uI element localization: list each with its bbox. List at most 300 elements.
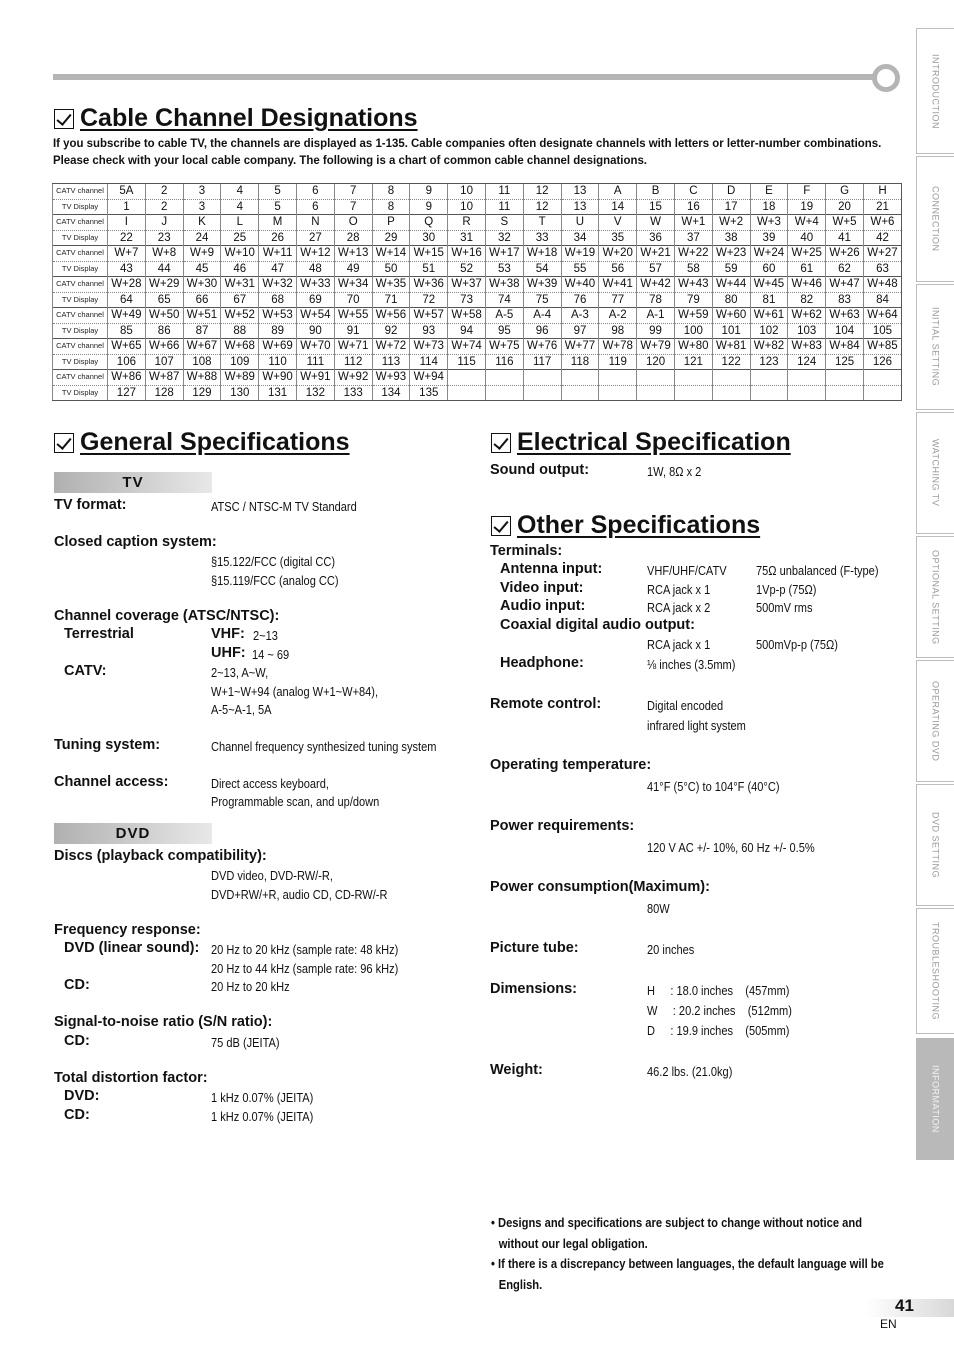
display-row xyxy=(53,261,902,277)
remote-value: infrared light system xyxy=(647,718,746,733)
display-row-label: TV Display xyxy=(53,354,108,370)
table-cell: 37 xyxy=(674,230,712,246)
table-cell: W+61 xyxy=(750,308,788,324)
thd-dvd-label: DVD: xyxy=(64,1088,100,1104)
table-cell: 93 xyxy=(410,323,448,339)
table-cell: W+83 xyxy=(788,339,826,355)
table-cell: W+64 xyxy=(863,308,901,324)
table-cell: A-3 xyxy=(561,308,599,324)
table-cell: W+85 xyxy=(863,339,901,355)
display-row xyxy=(53,230,902,246)
table-cell: W+8 xyxy=(145,246,183,262)
table-cell: 94 xyxy=(448,323,486,339)
table-cell: W+90 xyxy=(259,370,297,386)
tab-label: INFORMATION xyxy=(930,1065,941,1133)
table-cell: 50 xyxy=(372,261,410,277)
table-cell: I xyxy=(108,215,146,231)
table-cell: W+65 xyxy=(108,339,146,355)
table-cell: 72 xyxy=(410,292,448,308)
tab-label: DVD SETTING xyxy=(930,811,941,878)
table-cell xyxy=(863,370,901,386)
table-cell: W+59 xyxy=(674,308,712,324)
table-cell: W+74 xyxy=(448,339,486,355)
catv-row xyxy=(53,308,902,324)
table-cell xyxy=(863,385,901,401)
table-cell: W+50 xyxy=(145,308,183,324)
top-rule xyxy=(53,74,881,80)
display-row xyxy=(53,199,902,215)
catv-row xyxy=(53,184,902,200)
table-cell: W+24 xyxy=(750,246,788,262)
table-cell: W+79 xyxy=(637,339,675,355)
vhf-label: VHF: xyxy=(211,626,245,642)
coverage-label: Channel coverage (ATSC/NTSC): xyxy=(54,608,280,624)
catv-row xyxy=(53,277,902,293)
table-cell: 132 xyxy=(296,385,334,401)
catv-row-label: CATV channel xyxy=(53,370,108,386)
table-cell: W+25 xyxy=(788,246,826,262)
table-cell: 19 xyxy=(788,199,826,215)
display-row-label: TV Display xyxy=(53,292,108,308)
table-cell: W+81 xyxy=(712,339,750,355)
table-cell: W+43 xyxy=(674,277,712,293)
table-cell: 6 xyxy=(296,199,334,215)
display-row-label: TV Display xyxy=(53,261,108,277)
table-cell xyxy=(750,385,788,401)
table-cell: 5A xyxy=(108,184,146,200)
table-cell: W+31 xyxy=(221,277,259,293)
table-cell: 111 xyxy=(296,354,334,370)
table-cell: 32 xyxy=(485,230,523,246)
table-cell: 13 xyxy=(561,199,599,215)
table-cell: 121 xyxy=(674,354,712,370)
table-cell: 17 xyxy=(712,199,750,215)
table-cell xyxy=(485,370,523,386)
table-cell: 108 xyxy=(183,354,221,370)
table-cell: W+75 xyxy=(485,339,523,355)
table-cell: 117 xyxy=(523,354,561,370)
table-cell: 84 xyxy=(863,292,901,308)
other-heading xyxy=(491,511,760,540)
table-cell: 74 xyxy=(485,292,523,308)
table-cell: 38 xyxy=(712,230,750,246)
checkbox-icon xyxy=(491,516,511,536)
table-cell: F xyxy=(788,184,826,200)
tab-optional-setting[interactable] xyxy=(916,536,954,658)
table-cell: W+73 xyxy=(410,339,448,355)
electrical-heading xyxy=(491,428,791,457)
catv-row-label: CATV channel xyxy=(53,308,108,324)
tab-introduction[interactable] xyxy=(916,28,954,154)
headphone-value: ⅛ inches (3.5mm) xyxy=(647,657,736,672)
tuning-value: Channel frequency synthesized tuning system xyxy=(211,739,437,754)
table-cell: W+6 xyxy=(863,215,901,231)
note: • Designs and specifications are subject to change without notice and without our legal obligation. xyxy=(491,1215,863,1251)
table-cell: 13 xyxy=(561,184,599,200)
electrical-heading-text: Electrical Specification xyxy=(517,428,791,456)
dvd-linear-label: DVD (linear sound): xyxy=(64,940,200,956)
display-row-label: TV Display xyxy=(53,230,108,246)
table-cell: 107 xyxy=(145,354,183,370)
cd-freq-value: 20 Hz to 20 kHz xyxy=(211,979,290,994)
table-cell: W+29 xyxy=(145,277,183,293)
other-heading-text: Other Specifications xyxy=(517,511,761,539)
checkbox-icon xyxy=(54,109,74,129)
notes xyxy=(491,1213,887,1295)
table-cell: W+1 xyxy=(674,215,712,231)
table-cell: T xyxy=(523,215,561,231)
table-cell: 91 xyxy=(334,323,372,339)
tv-category-bar: TV xyxy=(54,472,212,493)
tab-dvd-setting[interactable] xyxy=(916,784,954,906)
table-cell xyxy=(788,370,826,386)
table-cell: W+52 xyxy=(221,308,259,324)
tv-format-value: ATSC / NTSC-M TV Standard xyxy=(211,499,357,514)
sound-output-label: Sound output: xyxy=(490,462,590,478)
display-row-label: TV Display xyxy=(53,199,108,215)
table-cell: 1 xyxy=(108,199,146,215)
table-cell: 124 xyxy=(788,354,826,370)
weight-value: 46.2 lbs. (21.0kg) xyxy=(647,1064,733,1079)
power-cons-value: 80W xyxy=(647,901,670,916)
table-cell: 128 xyxy=(145,385,183,401)
uhf-value: 14 ~ 69 xyxy=(252,647,290,662)
table-cell: 2 xyxy=(145,184,183,200)
audio-input-spec: 500mV rms xyxy=(756,600,813,615)
tab-label: TROUBLESHOOTING xyxy=(930,921,941,1020)
uhf-label: UHF: xyxy=(211,645,246,661)
table-cell: 116 xyxy=(485,354,523,370)
table-cell: W+44 xyxy=(712,277,750,293)
table-cell: 127 xyxy=(108,385,146,401)
table-cell: 95 xyxy=(485,323,523,339)
table-cell: 125 xyxy=(826,354,864,370)
table-cell: W+48 xyxy=(863,277,901,293)
table-cell: W+68 xyxy=(221,339,259,355)
table-cell: 102 xyxy=(750,323,788,339)
table-cell: O xyxy=(334,215,372,231)
general-heading-text: General Specifications xyxy=(80,428,350,456)
table-cell: 60 xyxy=(750,261,788,277)
table-cell: W+54 xyxy=(296,308,334,324)
table-cell: 82 xyxy=(788,292,826,308)
table-cell: 58 xyxy=(674,261,712,277)
table-cell: 8 xyxy=(372,184,410,200)
headphone-label: Headphone: xyxy=(500,655,584,671)
table-cell: 36 xyxy=(637,230,675,246)
table-cell xyxy=(750,370,788,386)
table-cell: 68 xyxy=(259,292,297,308)
audio-input-value: RCA jack x 2 xyxy=(647,600,711,615)
table-cell: 106 xyxy=(108,354,146,370)
cable-intro-line: If you subscribe to cable TV, the channels are displayed as 1-135. Cable companies often designate channels with letters or letter-number combinations. xyxy=(53,136,882,150)
table-cell: W+93 xyxy=(372,370,410,386)
table-cell: 2 xyxy=(145,199,183,215)
table-cell: 33 xyxy=(523,230,561,246)
table-cell: W+11 xyxy=(259,246,297,262)
table-cell: 71 xyxy=(372,292,410,308)
table-cell: 11 xyxy=(485,184,523,200)
catv-value: W+1~W+94 (analog W+1~W+84), xyxy=(211,684,379,699)
discs-value: DVD+RW/+R, audio CD, CD-RW/-R xyxy=(211,887,388,902)
catv-row-label: CATV channel xyxy=(53,277,108,293)
antenna-value: VHF/UHF/CATV xyxy=(647,563,727,578)
table-cell: 11 xyxy=(485,199,523,215)
table-cell: R xyxy=(448,215,486,231)
optemp-label: Operating temperature: xyxy=(490,757,652,773)
table-cell: 75 xyxy=(523,292,561,308)
tab-connection[interactable] xyxy=(916,156,954,282)
table-cell: 12 xyxy=(523,184,561,200)
table-cell xyxy=(826,370,864,386)
table-cell: 98 xyxy=(599,323,637,339)
table-cell: 87 xyxy=(183,323,221,339)
thd-label: Total distortion factor: xyxy=(54,1070,208,1086)
table-cell: 89 xyxy=(259,323,297,339)
thd-cd-value: 1 kHz 0.07% (JEITA) xyxy=(211,1109,314,1124)
coax-value: RCA jack x 1 xyxy=(647,637,711,652)
tab-information[interactable] xyxy=(916,1038,954,1160)
table-cell: W+10 xyxy=(221,246,259,262)
tab-watching-tv[interactable] xyxy=(916,412,954,534)
table-cell: W+30 xyxy=(183,277,221,293)
display-row-label: TV Display xyxy=(53,385,108,401)
table-cell: 67 xyxy=(221,292,259,308)
tab-label: OPTIONAL SETTING xyxy=(930,549,941,645)
table-cell: 12 xyxy=(523,199,561,215)
table-cell: 5 xyxy=(259,184,297,200)
table-cell: 83 xyxy=(826,292,864,308)
table-cell: S xyxy=(485,215,523,231)
snr-cd-value: 75 dB (JEITA) xyxy=(211,1035,280,1050)
table-cell: 23 xyxy=(145,230,183,246)
table-cell: 77 xyxy=(599,292,637,308)
table-cell: W+32 xyxy=(259,277,297,293)
table-cell: 7 xyxy=(334,199,372,215)
tab-initial-setting[interactable] xyxy=(916,284,954,410)
table-cell: B xyxy=(637,184,675,200)
antenna-spec: 75Ω unbalanced (F-type) xyxy=(756,563,879,578)
catv-row-label: CATV channel xyxy=(53,184,108,200)
table-cell: W+53 xyxy=(259,308,297,324)
note: • If there is a discrepancy between languages, the default language will be English. xyxy=(491,1256,884,1292)
table-cell: 9 xyxy=(410,184,448,200)
dimensions-label: Dimensions: xyxy=(490,981,578,997)
table-cell: W+13 xyxy=(334,246,372,262)
table-cell: 97 xyxy=(561,323,599,339)
table-cell xyxy=(448,370,486,386)
table-cell: W+94 xyxy=(410,370,448,386)
display-row xyxy=(53,323,902,339)
table-cell: W+9 xyxy=(183,246,221,262)
display-row xyxy=(53,292,902,308)
tuning-label: Tuning system: xyxy=(54,737,161,753)
table-cell: W+20 xyxy=(599,246,637,262)
page-language: EN xyxy=(880,1317,897,1331)
table-cell: 16 xyxy=(674,199,712,215)
table-cell: 112 xyxy=(334,354,372,370)
catv-row-label: CATV channel xyxy=(53,215,108,231)
table-cell: W+40 xyxy=(561,277,599,293)
table-cell: W+7 xyxy=(108,246,146,262)
table-cell: 9 xyxy=(410,199,448,215)
table-cell: W+26 xyxy=(826,246,864,262)
cable-heading-text: Cable Channel Designations xyxy=(80,104,418,132)
table-cell: 10 xyxy=(448,199,486,215)
dvd-linear-value: 20 Hz to 44 kHz (sample rate: 96 kHz) xyxy=(211,961,399,976)
table-cell: W+89 xyxy=(221,370,259,386)
table-cell: 4 xyxy=(221,199,259,215)
table-cell: 6 xyxy=(296,184,334,200)
table-cell: 34 xyxy=(561,230,599,246)
table-cell: 123 xyxy=(750,354,788,370)
table-cell: 103 xyxy=(788,323,826,339)
tab-troubleshooting[interactable] xyxy=(916,908,954,1034)
table-cell: A xyxy=(599,184,637,200)
snr-label: Signal-to-noise ratio (S/N ratio): xyxy=(54,1014,273,1030)
table-cell: 119 xyxy=(599,354,637,370)
dvd-category-bar: DVD xyxy=(54,823,212,844)
table-cell: W+42 xyxy=(637,277,675,293)
table-cell: D xyxy=(712,184,750,200)
tab-label: OPERATING DVD xyxy=(930,680,941,762)
table-cell: W+3 xyxy=(750,215,788,231)
table-cell: 61 xyxy=(788,261,826,277)
dimension-h: H : 18.0 inches (457mm) xyxy=(647,983,790,998)
dvd-linear-value: 20 Hz to 20 kHz (sample rate: 48 kHz) xyxy=(211,942,399,957)
table-cell: W+38 xyxy=(485,277,523,293)
table-cell: 55 xyxy=(561,261,599,277)
table-cell: G xyxy=(826,184,864,200)
table-cell: W+71 xyxy=(334,339,372,355)
tab-operating-dvd[interactable] xyxy=(916,660,954,782)
tube-value: 20 inches xyxy=(647,942,695,957)
table-cell: 131 xyxy=(259,385,297,401)
table-cell: W+77 xyxy=(561,339,599,355)
table-cell: 110 xyxy=(259,354,297,370)
table-cell: 100 xyxy=(674,323,712,339)
cable-channel-table xyxy=(52,183,902,401)
table-cell: W+78 xyxy=(599,339,637,355)
table-cell: 57 xyxy=(637,261,675,277)
thd-cd-label: CD: xyxy=(64,1107,90,1123)
table-cell: 54 xyxy=(523,261,561,277)
catv-row xyxy=(53,370,902,386)
table-cell: W+39 xyxy=(523,277,561,293)
access-label: Channel access: xyxy=(54,774,169,790)
table-cell: W+80 xyxy=(674,339,712,355)
table-cell: W+57 xyxy=(410,308,448,324)
table-cell xyxy=(599,385,637,401)
table-cell: 10 xyxy=(448,184,486,200)
discs-value: DVD video, DVD-RW/-R, xyxy=(211,868,333,883)
table-cell: H xyxy=(863,184,901,200)
table-cell: 44 xyxy=(145,261,183,277)
table-cell: 39 xyxy=(750,230,788,246)
table-cell: W+76 xyxy=(523,339,561,355)
antenna-label: Antenna input: xyxy=(500,561,603,577)
table-cell: 104 xyxy=(826,323,864,339)
table-cell: 53 xyxy=(485,261,523,277)
table-cell: W+4 xyxy=(788,215,826,231)
table-cell: 76 xyxy=(561,292,599,308)
table-cell: W+37 xyxy=(448,277,486,293)
table-cell: W+58 xyxy=(448,308,486,324)
access-value: Direct access keyboard, xyxy=(211,776,329,791)
terminals-label: Terminals: xyxy=(490,543,563,559)
table-cell: 64 xyxy=(108,292,146,308)
dimension-w: W : 20.2 inches (512mm) xyxy=(647,1003,792,1018)
table-cell: W+72 xyxy=(372,339,410,355)
table-cell: W+17 xyxy=(485,246,523,262)
table-cell xyxy=(485,385,523,401)
page-number: 41 xyxy=(895,1296,914,1315)
power-req-value: 120 V AC +/- 10%, 60 Hz +/- 0.5% xyxy=(647,840,815,855)
display-row-label: TV Display xyxy=(53,323,108,339)
table-cell: 42 xyxy=(863,230,901,246)
general-heading xyxy=(54,428,350,457)
table-cell: 45 xyxy=(183,261,221,277)
catv-row xyxy=(53,215,902,231)
table-cell: 101 xyxy=(712,323,750,339)
table-cell: W+88 xyxy=(183,370,221,386)
catv-row-label: CATV channel xyxy=(53,246,108,262)
table-cell: 15 xyxy=(637,199,675,215)
table-cell: 3 xyxy=(183,199,221,215)
table-cell: A-2 xyxy=(599,308,637,324)
table-cell: 14 xyxy=(599,199,637,215)
table-cell: 7 xyxy=(334,184,372,200)
table-cell: A-1 xyxy=(637,308,675,324)
table-cell: 30 xyxy=(410,230,448,246)
table-cell: W+2 xyxy=(712,215,750,231)
table-cell: W+87 xyxy=(145,370,183,386)
table-cell xyxy=(712,385,750,401)
table-cell: 63 xyxy=(863,261,901,277)
table-cell xyxy=(599,370,637,386)
power-cons-label: Power consumption(Maximum): xyxy=(490,879,710,895)
tab-label: WATCHING TV xyxy=(930,439,941,507)
table-cell: 79 xyxy=(674,292,712,308)
table-cell: 35 xyxy=(599,230,637,246)
thd-dvd-value: 1 kHz 0.07% (JEITA) xyxy=(211,1090,314,1105)
table-cell: 73 xyxy=(448,292,486,308)
table-cell: 48 xyxy=(296,261,334,277)
table-cell: 43 xyxy=(108,261,146,277)
cable-intro xyxy=(53,135,899,169)
table-cell: 40 xyxy=(788,230,826,246)
table-cell: W+49 xyxy=(108,308,146,324)
power-req-label: Power requirements: xyxy=(490,818,635,834)
coax-spec: 500mVp-p (75Ω) xyxy=(756,637,838,652)
table-cell xyxy=(448,385,486,401)
table-cell xyxy=(561,385,599,401)
display-row xyxy=(53,385,902,401)
sound-output-value: 1W, 8Ω x 2 xyxy=(647,464,702,479)
table-cell: W+19 xyxy=(561,246,599,262)
table-cell: W+34 xyxy=(334,277,372,293)
tv-format-label: TV format: xyxy=(54,497,127,513)
table-cell: W+56 xyxy=(372,308,410,324)
top-rule-circle xyxy=(872,64,900,92)
table-cell xyxy=(674,385,712,401)
table-cell: 69 xyxy=(296,292,334,308)
table-cell: 62 xyxy=(826,261,864,277)
table-cell: 92 xyxy=(372,323,410,339)
table-cell: W+27 xyxy=(863,246,901,262)
table-cell: W+67 xyxy=(183,339,221,355)
table-cell: W+23 xyxy=(712,246,750,262)
